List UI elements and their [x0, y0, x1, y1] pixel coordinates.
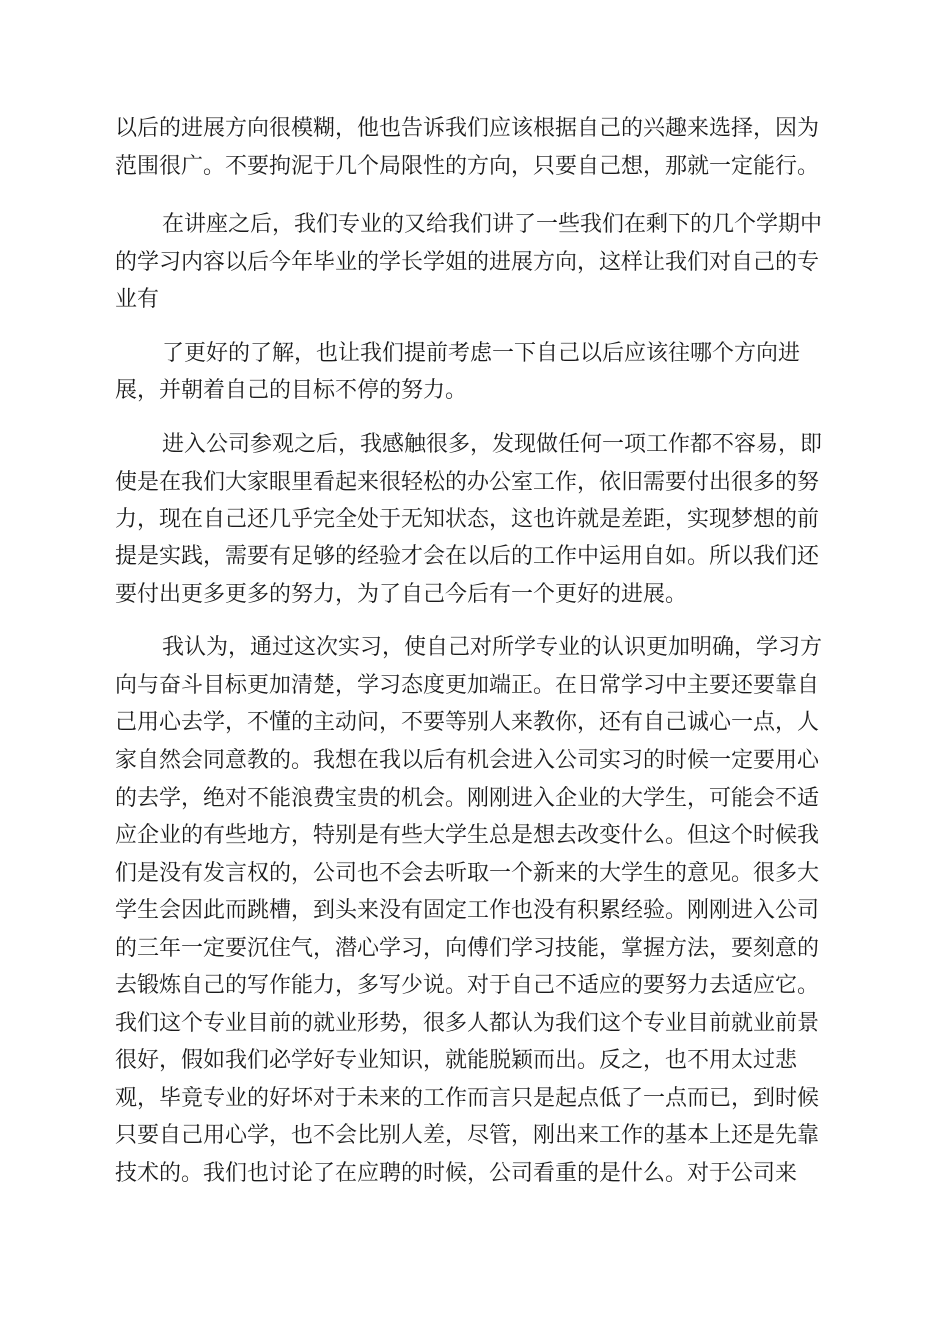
text-line: 要付出更多更多的努力，为了自己今后有一个更好的进展。 [115, 582, 688, 607]
text-line: 在讲座之后，我们专业的又给我们讲了一些我们在剩下的几个学期中 [162, 212, 823, 237]
text-line: 很好，假如我们必学好专业知识，就能脱颖而出。反之，也不用太过悲 [115, 1048, 798, 1073]
text-line: 提是实践，需要有足够的经验才会在以后的工作中运用自如。所以我们还 [115, 544, 820, 569]
text-line: 范围很广。不要拘泥于几个局限性的方向，只要自己想，那就一定能行。 [115, 154, 820, 179]
text-line: 己用心去学，不懂的主动问，不要等别人来教你，还有自己诚心一点，人 [115, 710, 820, 735]
text-line: 展，并朝着自己的目标不停的努力。 [115, 378, 468, 403]
text-line: 观，毕竟专业的好坏对于未来的工作而言只是起点低了一点而已，到时候 [115, 1086, 820, 1111]
text-line: 向与奋斗目标更加清楚，学习态度更加端正。在日常学习中主要还要靠自 [115, 673, 820, 698]
text-line: 技术的。我们也讨论了在应聘的时候，公司看重的是什么。对于公司来 [115, 1161, 798, 1186]
text-line: 们是没有发言权的，公司也不会去听取一个新来的大学生的意见。很多大 [115, 861, 820, 886]
text-line: 的学习内容以后今年毕业的学长学姐的进展方向，这样让我们对自己的专 [115, 250, 820, 275]
text-line: 学生会因此而跳槽，到头来没有固定工作也没有积累经验。刚刚进入公司 [115, 898, 820, 923]
text-line: 的三年一定要沉住气，潜心学习，向傅们学习技能，掌握方法，要刻意的 [115, 936, 820, 961]
text-line: 业有 [115, 287, 160, 312]
text-line: 进入公司参观之后，我感触很多，发现做任何一项工作都不容易，即 [162, 432, 823, 457]
text-line: 家自然会同意教的。我想在我以后有机会进入公司实习的时候一定要用心 [115, 748, 820, 773]
text-line: 只要自己用心学，也不会比别人差，尽管，刚出来工作的基本上还是先靠 [115, 1123, 820, 1148]
text-line: 我认为，通过这次实习，使自己对所学专业的认识更加明确，学习方 [162, 635, 823, 660]
text-line: 我们这个专业目前的就业形势，很多人都认为我们这个专业目前就业前景 [115, 1011, 820, 1036]
text-line: 应企业的有些地方，特别是有些大学生总是想去改变什么。但这个时候我 [115, 823, 820, 848]
text-line: 的去学，绝对不能浪费宝贵的机会。刚刚进入企业的大学生，可能会不适 [115, 786, 820, 811]
text-line: 使是在我们大家眼里看起来很轻松的办公室工作，依旧需要付出很多的努 [115, 470, 820, 495]
text-line: 去锻炼自己的写作能力，多写少说。对于自己不适应的要努力去适应它。 [115, 973, 820, 998]
text-line: 了更好的了解，也让我们提前考虑一下自己以后应该往哪个方向进 [162, 341, 801, 366]
text-line: 力，现在自己还几乎完全处于无知状态，这也许就是差距，实现梦想的前 [115, 507, 820, 532]
text-line: 以后的进展方向很模糊，他也告诉我们应该根据自己的兴趣来选择，因为 [115, 116, 820, 141]
